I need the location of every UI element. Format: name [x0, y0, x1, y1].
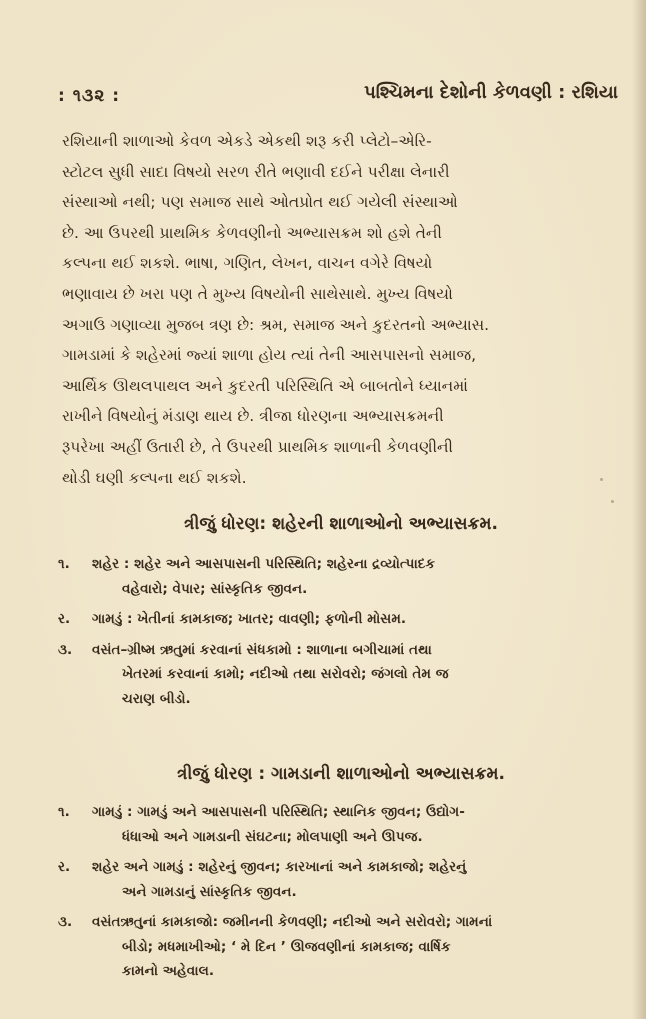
item-number: ૧.	[58, 556, 70, 572]
item-line: ગામડું : ગામડું અને આસપાસની પરિસ્થિતિ; સ્થાનિક જીવન; ઉદ્યોગ-	[92, 804, 465, 820]
item-line: શહેર અને ગામડું : શહેરનું જીવન; કારખાનાં અને કામકાજો; શહેરનું	[92, 859, 467, 875]
item-line: શહેર : શહેર અને આસપાસની પરિસ્થિતિ; શહેરના દ્રવ્યોત્પાદક	[92, 556, 435, 572]
paragraph-line: છે. આ ઉપરથી પ્રાથમિક કેળવણીનો અભ્યાસક્રમ શો હશે તેની	[62, 223, 442, 242]
section-heading: ત્રીજું ધોરણ : ગામડાની શાળાઓનો અભ્યાસક્રમ.	[177, 764, 505, 784]
village-curriculum-section	[58, 760, 624, 984]
paragraph-line: ગામડામાં કે શહેરમાં જ્યાં શાળા હોય ત્યાં તેની આસપાસનો સમાજ,	[62, 346, 477, 365]
list-item	[58, 607, 624, 632]
list-item	[58, 910, 624, 984]
city-curriculum-section	[58, 510, 624, 711]
paragraph-line: રશિયાની શાળાઓ કેવળ એકડે એકથી શરૂ કરી પ્લેટો–એરિ-	[62, 132, 432, 150]
page-header	[58, 82, 624, 112]
item-number: ૩.	[58, 914, 73, 930]
item-number: ૧.	[58, 804, 70, 820]
list-item	[58, 800, 624, 849]
item-line: અને ગામડાનું સાંસ્કૃતિક જીવન.	[122, 883, 297, 900]
item-line: ગામડું : ખેતીનાં કામકાજ; ખાતર; વાવણી; ફળોની મોસમ.	[92, 611, 407, 627]
paragraph-line: સ્ટોટલ સુધી સાદા વિષયો સરળ રીતે ભણાવી દઈને પરીક્ષા લેનારી	[62, 162, 450, 181]
item-line: ધંધાઓ અને ગામડાની સંઘટના; મોલપાણી અને ઊપજ.	[122, 828, 423, 845]
section-heading: ત્રીજું ધોરણ: શહેરની શાળાઓનો અભ્યાસક્રમ.	[184, 514, 498, 534]
item-line: કામનો અહેવાલ.	[122, 963, 215, 979]
item-line: વસંત–ગ્રીષ્મ ઋતુમાં કરવાનાં સંધકામો : શાળાના બગીચામાં તથા	[92, 641, 432, 658]
paper-speck	[611, 500, 614, 503]
body-paragraph	[62, 126, 622, 493]
list-item	[58, 855, 624, 904]
item-line: ચરાણ બીડો.	[122, 690, 191, 707]
item-line: બીડો; મધમાખીઓ; ‘ મે દિન ’ ઊજવણીનાં કામકાજ; વાર્ષિક	[122, 938, 451, 955]
paper-speck	[600, 478, 603, 481]
item-number: ર.	[58, 611, 71, 627]
paragraph-line: ભણાવાય છે ખરા પણ તે મુખ્ય વિષયોની સાથેસાથે. મુખ્ય વિષયો	[62, 284, 453, 303]
item-number: ર.	[58, 859, 71, 875]
running-title: પશ્ચિમના દેશોની કેળવણી : રશિયા	[364, 82, 618, 103]
item-line: વસંતઋતુનાં કામકાજો: જમીનની કેળવણી; નદીઓ અને સરોવરો; ગામનાં	[92, 914, 493, 930]
paragraph-line: અગાઉ ગણાવ્યા મુજબ ત્રણ છે: શ્રમ, સમાજ અને કુદરતનો અભ્યાસ.	[62, 315, 490, 334]
item-number: ૩.	[58, 641, 73, 658]
list-item	[58, 552, 624, 601]
item-line: ખેતરમાં કરવાનાં કામો; નદીઓ તથા સરોવરો; જંગલો તેમ જ	[122, 666, 449, 682]
item-line: વહેવારો; વેપાર; સાંસ્કૃતિક જીવન.	[122, 580, 308, 597]
paragraph-line: સંસ્થાઓ નથી; પણ સમાજ સાથે ઓતપ્રોત થઈ ગયેલી સંસ્થાઓ	[62, 193, 458, 212]
paragraph-line: રૂપરેખા અહીં ઉતારી છે, તે ઉપરથી પ્રાથમિક શાળાની કેળવણીની	[62, 437, 453, 456]
paragraph-line: થોડી ઘણી કલ્પના થઈ શકશે.	[62, 468, 247, 487]
page-edge-shadow	[632, 0, 646, 1019]
paragraph-line: આર્થિક ઊથલપાથલ અને કુદરતી પરિસ્થિતિ એ બાબતોને ધ્યાનમાં	[62, 376, 468, 395]
paragraph-line: કલ્પના થઈ શકશે. ભાષા, ગણિત, લેખન, વાચન વગેરે વિષયો	[62, 254, 433, 273]
list-item	[58, 638, 624, 712]
paragraph-line: રાખીને વિષયોનું મંડાણ થાય છે. ત્રીજા ધોરણના અભ્યાસક્રમની	[62, 407, 444, 426]
page-number: : ૧૩૨ :	[58, 86, 121, 106]
